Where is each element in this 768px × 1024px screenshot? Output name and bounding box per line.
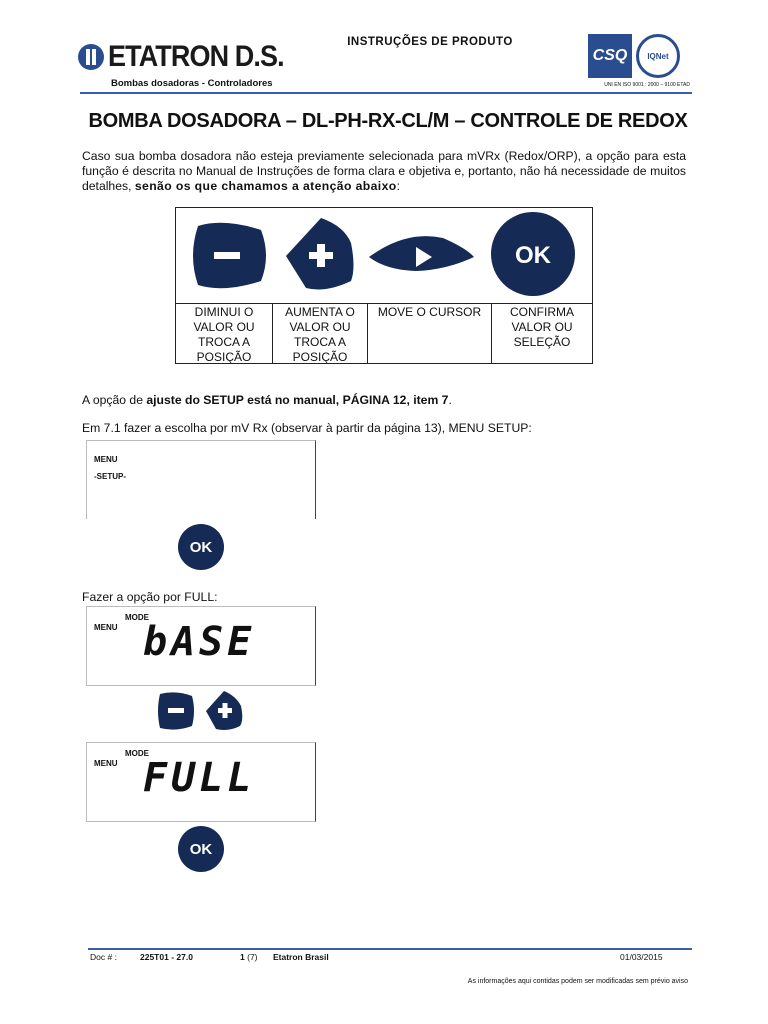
lcd-mode-label: MODE [125, 613, 149, 622]
footer-company: Etatron Brasil [273, 952, 329, 962]
lcd-mode-base [86, 606, 316, 686]
keys-labels-row [176, 303, 592, 363]
intro-paragraph: Caso sua bomba dosadora não esteja previamente selecionada para mVRx (Redox/ORP), a opção para esta função é descrita no Manual de Instruções de forma clara e objetiva e, portanto, não há necessidade de muitos detalhes, senão os que chamamos a atenção abaixo: [82, 149, 686, 193]
ok-button-2: OK [178, 826, 224, 872]
footer-doc-label: Doc # : [90, 952, 117, 962]
minus-plus-buttons [154, 688, 246, 734]
keys-illustration [176, 208, 592, 302]
key-label-cursor: MOVE O CURSOR [368, 304, 492, 363]
footer-page: 1 (7) [240, 952, 258, 962]
lcd-menu-label: MENU [94, 455, 118, 464]
lcd-setup-label: -SETUP- [94, 472, 127, 481]
key-label-plus: AUMENTA O VALOR OU TROCA A POSIÇÃO [273, 304, 368, 363]
lcd-mode-full [86, 742, 316, 822]
document-title: BOMBA DOSADORA – DL-PH-RX-CL/M – CONTROLE DE REDOX [88, 110, 688, 132]
footer-divider [88, 948, 692, 950]
ok-key-icon [491, 212, 575, 296]
full-instruction: Fazer a opção por FULL: [82, 590, 218, 604]
plus-button-icon [206, 691, 242, 730]
ok-button-1: OK [178, 524, 224, 570]
footer-doc-number: 225T01 - 27.0 [140, 952, 193, 962]
lcd-menu-label: MENU [94, 623, 118, 632]
cert-text: UNI EN ISO 9001 : 2000 – 9100 ETAD [604, 82, 690, 88]
lcd-menu-label: MENU [94, 759, 118, 768]
svg-text:OK: OK [515, 242, 551, 269]
footer-date: 01/03/2015 [620, 952, 663, 962]
tagline: Bombas dosadoras - Controladores [111, 78, 273, 89]
lcd-value-full: FULL [143, 755, 256, 801]
setup-reference: A opção de ajuste do SETUP está no manual, PÁGINA 12, item 7. [82, 393, 452, 407]
lcd-value-base: bASE [143, 619, 256, 665]
header-divider [80, 92, 692, 94]
minus-key-icon [193, 223, 266, 288]
iqnet-logo: IQNet [636, 34, 680, 78]
cursor-key-icon [369, 236, 474, 271]
csq-logo: CSQ [588, 34, 632, 78]
header-title: INSTRUÇÕES DE PRODUTO [347, 36, 513, 48]
footer-notice: As informações aqui contidas podem ser modificadas sem prévio aviso [467, 978, 688, 985]
minus-button-icon [158, 692, 194, 729]
keys-table [175, 207, 593, 364]
certification-logos [588, 34, 680, 80]
lcd-mode-label: MODE [125, 749, 149, 758]
key-label-ok: CONFIRMA VALOR OU SELEÇÃO [510, 305, 574, 349]
plus-key-icon [286, 218, 354, 289]
step-instruction: Em 7.1 fazer a escolha por mV Rx (observar à partir da página 13), MENU SETUP: [82, 421, 532, 435]
key-label-minus: DIMINUI O VALOR OU TROCA A POSIÇÃO [176, 304, 273, 363]
brand-name: ETATRON D.S. [108, 40, 284, 73]
lcd-menu-setup [86, 440, 316, 519]
